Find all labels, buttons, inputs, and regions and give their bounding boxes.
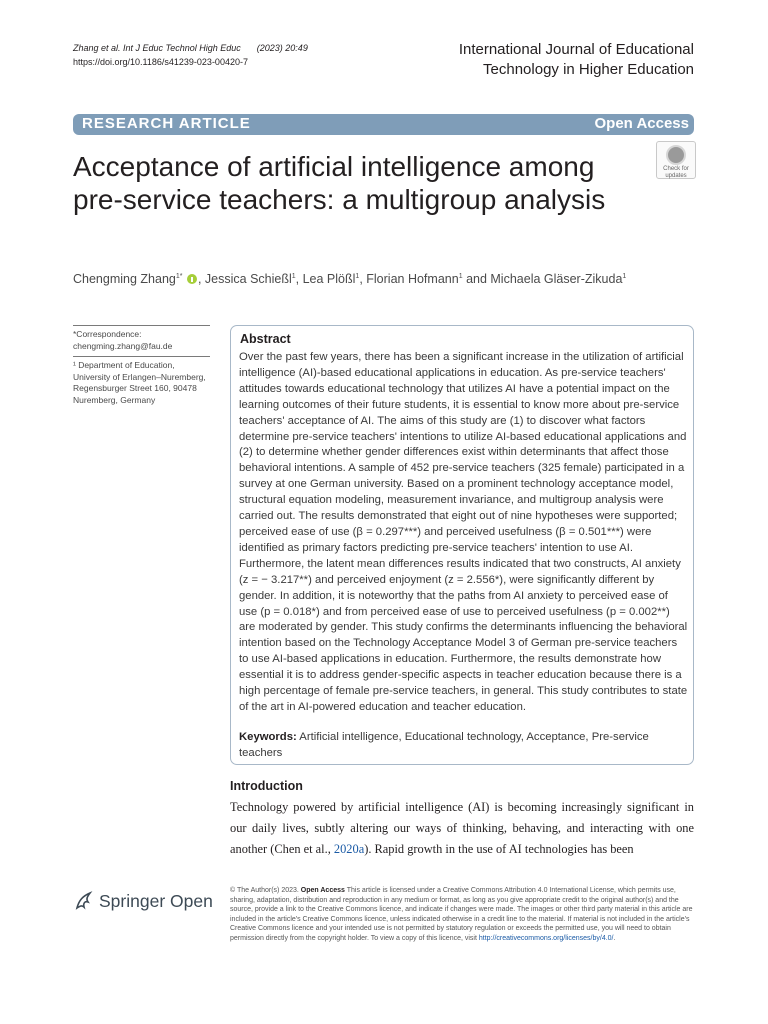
publisher-open: Open <box>170 891 213 911</box>
divider <box>73 356 210 357</box>
author-list <box>73 272 693 286</box>
license-text: This article is licensed under a Creative Commons Attribution 4.0 International License, which permits use, sharing, adaptation, distribution and reproduction in any medium or format, as long as you give appropriate credit to the original author(s) and the source, provide a link to the Creative Commons licence, and indicate if changes were made. The images or other third party material in this article are included in the article's Creative Commons licence, unless indicated otherwise in a credit line to the material. If material is not included in the article's Creative Commons licence and your intended use is not permitted by statutory regulation or exceeds the permitted use, you will need to obtain permission directly from the copyright holder. To view a copy of this licence, visit <box>230 887 693 942</box>
article-type: RESEARCH ARTICLE <box>82 115 251 132</box>
affiliation-mark: 1 <box>291 272 296 280</box>
abstract-text: Over the past few years, there has been a significant increase in the utilization of artificial intelligence (AI)-based educational applications in education. As pre-service teachers' attitudes towards educational technology that utilizes AI have a potential impact on the learning outcomes of their future students, it is essential to know more about pre-service teachers' acceptance of AI. The aims of this study are (1) to discover what factors determine pre-service teachers' intentions to utilize AI-based educational applications and (2) to determine whether gender differences exist within determinants that affect those behavioral intentions. A sample of 452 pre-service teachers (325 female) participated in a survey at one German university. Based on a prominent technology acceptance model, structural equation modeling, measurement invariance, and multigroup analysis were carried out. The results demonstrated that eight out of nine hypotheses were supported; perceived ease of use (β = 0.297***) and perceived usefulness (β = 0.501***) were identified as primary factors predicting pre-service teachers' intention to use AI. Furthermore, the latent mean differences results indicated that two constructs, AI anxiety (z = − 3.217**) and perceived enjoyment (z = 2.556*), were significantly different by gender. In addition, it is noteworthy that the paths from AI anxiety to perceived ease of use (p = 0.018*) and from perceived ease of use to perceived usefulness (p = 0.002**) are moderated by gender. This study confirms the determinants influencing the behavioral intention based on the Technology Acceptance Model 3 of German pre-service teachers to use AI-based applications in education. Furthermore, the results demonstrate how essential it is to address gender-specific aspects in teacher education because there is a high percentage of female pre-service teachers, in general. This study contributes to state of the art in AI-powered education and teacher education. <box>239 351 688 713</box>
affiliation-mark: 1 <box>622 272 627 280</box>
correspondence-label: *Correspondence: <box>73 329 142 339</box>
check-for-updates-button[interactable] <box>656 141 696 179</box>
keywords-list: Artificial intelligence, Educational technology, Acceptance, Pre-service teachers <box>239 731 649 759</box>
citation-link[interactable]: 2020a <box>333 842 365 857</box>
doi-link[interactable]: https://doi.org/10.1186/s41239-023-00420-7 <box>73 57 248 67</box>
journal-citation: Zhang et al. Int J Educ Technol High Educ <box>73 43 241 53</box>
keywords-label: Keywords: <box>239 731 297 743</box>
open-access-label: Open Access <box>594 115 689 132</box>
divider <box>73 325 210 326</box>
correspondence-sidebar <box>73 325 210 406</box>
license-open-access: Open Access <box>300 887 345 894</box>
publisher-logo <box>73 890 213 912</box>
author-name[interactable]: , Jessica Schießl <box>197 272 292 286</box>
orcid-icon[interactable] <box>187 274 197 284</box>
affiliation-mark: 1 <box>458 272 463 280</box>
intro-text: ). Rapid growth in the use of AI technologies has been <box>364 842 634 857</box>
introduction-paragraph <box>230 797 694 861</box>
keywords <box>239 730 688 761</box>
affiliation-mark: 1* <box>175 272 183 280</box>
article-title: Acceptance of artificial intelligence among pre-service teachers: a multigroup analysis <box>73 151 606 215</box>
license-link[interactable]: http://creativecommons.org/licenses/by/4.0/ <box>478 934 614 942</box>
publisher-brand: Springer <box>99 891 166 911</box>
license-notice <box>230 886 696 944</box>
author-name[interactable]: Chengming Zhang <box>73 272 176 286</box>
abstract-heading: Abstract <box>240 332 291 346</box>
journal-name <box>459 40 694 80</box>
journal-name-line1: International Journal of Educational <box>458 41 694 58</box>
intro-text: Technology powered by artificial intelligence (AI) is becoming increasingly significant in our daily lives, subtly altering our ways of thinking, behaving, and interacting with one another (Chen et al., <box>230 800 694 857</box>
author-name[interactable]: , Lea Plößl <box>295 272 356 286</box>
section-heading-introduction: Introduction <box>230 779 303 793</box>
journal-name-line2: Technology in Higher Education <box>483 61 694 78</box>
author-name[interactable]: , Florian Hofmann <box>359 272 459 286</box>
article-type-banner <box>73 114 694 135</box>
license-copyright: © The Author(s) 2023. <box>230 887 301 894</box>
affiliation-mark: 1 <box>355 272 360 280</box>
check-updates-icon <box>666 145 686 165</box>
license-end: . <box>613 934 616 942</box>
volume-info: (2023) 20:49 <box>256 43 308 53</box>
springer-horse-icon <box>73 890 95 912</box>
running-header-citation <box>73 41 308 69</box>
author-name[interactable]: and Michaela Gläser-Zikuda <box>462 272 623 286</box>
check-updates-line1: Check for <box>663 166 689 172</box>
correspondence-email[interactable]: chengming.zhang@fau.de <box>73 340 173 351</box>
affiliation: ¹ Department of Education, University of Erlangen–Nuremberg, Regensburger Street 160, 90478 Nuremberg, Germany <box>73 360 206 405</box>
check-updates-line2: updates <box>665 173 687 179</box>
abstract-box <box>230 325 694 765</box>
